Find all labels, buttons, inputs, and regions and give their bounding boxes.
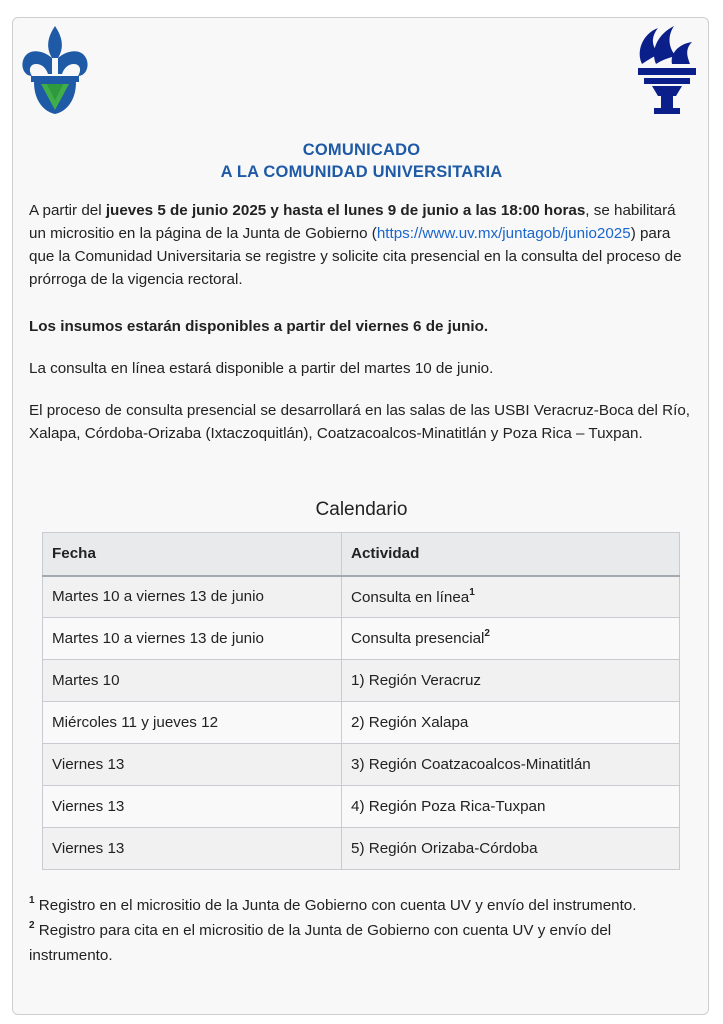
table-row bbox=[43, 576, 680, 618]
cell-fecha: Miércoles 11 y jueves 12 bbox=[43, 702, 342, 744]
calendar-table bbox=[42, 532, 680, 870]
table-row bbox=[43, 702, 680, 744]
cell-actividad bbox=[342, 576, 680, 618]
footnote-2 bbox=[29, 914, 694, 968]
footnote-text: Registro para cita en el micrositio de la Junta de Gobierno con cuenta UV y envío del instrumento. bbox=[29, 922, 612, 965]
microsite-link[interactable]: https://www.uv.mx/juntagob/junio2025 bbox=[376, 225, 631, 242]
fleur-de-lis-logo bbox=[19, 24, 91, 116]
cell-fecha: Martes 10 a viernes 13 de junio bbox=[43, 618, 342, 660]
footnote-mark: 1 bbox=[469, 586, 475, 598]
activity-text: Consulta en línea bbox=[351, 588, 470, 606]
cell-fecha: Viernes 13 bbox=[43, 786, 342, 828]
footnote-mark: 2 bbox=[29, 920, 35, 931]
table-header-row bbox=[43, 533, 680, 576]
cell-actividad bbox=[342, 618, 680, 660]
table-row bbox=[43, 786, 680, 828]
page-title bbox=[0, 139, 723, 183]
header-actividad: Actividad bbox=[342, 533, 680, 576]
cell-actividad: 2) Región Xalapa bbox=[342, 702, 680, 744]
header-fecha: Fecha bbox=[43, 533, 342, 576]
intro-paragraph bbox=[29, 199, 694, 291]
cell-actividad: 4) Región Poza Rica-Tuxpan bbox=[342, 786, 680, 828]
intro-dates-bold: jueves 5 de junio 2025 y hasta el lunes 9 de junio a las 18:00 horas bbox=[105, 202, 586, 219]
consulta-presencial-paragraph: El proceso de consulta presencial se desarrollará en las salas de las USBI Veracruz-Boca del Río, Xalapa, Córdoba-Orizaba (Ixtaczoquitlán), Coatzacoalcos-Minatitlán y Poza Rica – Tuxpan. bbox=[29, 402, 690, 442]
cell-actividad: 1) Región Veracruz bbox=[342, 660, 680, 702]
footnote-text: Registro en el micrositio de la Junta de Gobierno con cuenta UV y envío del instrumento. bbox=[34, 897, 637, 915]
table-row bbox=[43, 744, 680, 786]
consulta-linea-paragraph: La consulta en línea estará disponible a partir del martes 10 de junio. bbox=[29, 360, 494, 377]
cell-actividad: 3) Región Coatzacoalcos-Minatitlán bbox=[342, 744, 680, 786]
cell-fecha: Martes 10 a viernes 13 de junio bbox=[43, 576, 342, 618]
title-line-1: COMUNICADO bbox=[302, 141, 421, 159]
cell-fecha: Viernes 13 bbox=[43, 828, 342, 870]
torch-logo bbox=[632, 24, 700, 116]
table-row bbox=[43, 660, 680, 702]
intro-text-d: ) para que la Comunidad Universitaria se registre y solicite cita presencial en la consulta del proceso de prórroga de la vigencia rectoral. bbox=[29, 225, 682, 288]
title-line-2: A LA COMUNIDAD UNIVERSITARIA bbox=[220, 163, 503, 181]
table-row bbox=[43, 828, 680, 870]
insumos-paragraph: Los insumos estarán disponibles a partir del viernes 6 de junio. bbox=[29, 318, 489, 335]
footnote-mark: 2 bbox=[484, 628, 490, 640]
intro-text-c: , se habilitará un micrositio en la página de la Junta de Gobierno ( bbox=[29, 202, 676, 242]
footnote-mark: 1 bbox=[29, 895, 35, 906]
cell-actividad: 5) Región Orizaba-Córdoba bbox=[342, 828, 680, 870]
activity-text: Consulta presencial bbox=[351, 630, 485, 648]
cell-fecha: Martes 10 bbox=[43, 660, 342, 702]
table-row bbox=[43, 618, 680, 660]
cell-fecha: Viernes 13 bbox=[43, 744, 342, 786]
intro-text-a: A partir del bbox=[29, 202, 106, 219]
calendar-title: Calendario bbox=[315, 499, 408, 520]
